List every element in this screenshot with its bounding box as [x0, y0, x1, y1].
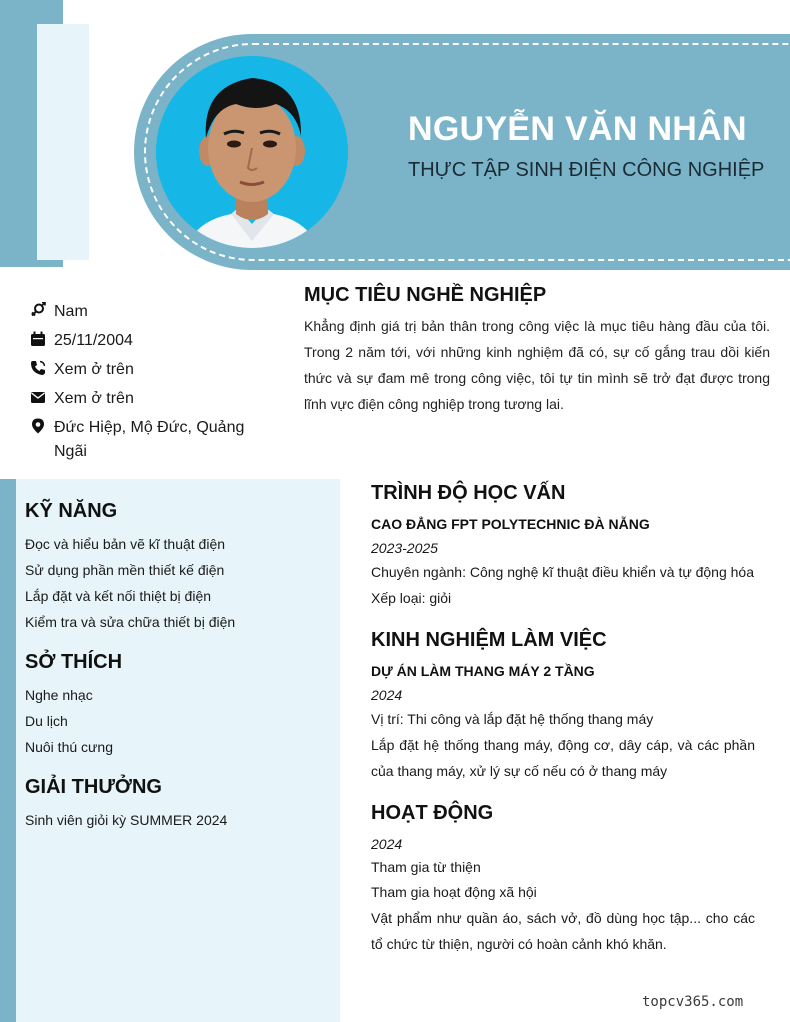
education-period: 2023-2025 [371, 540, 438, 556]
activities-line: Tham gia từ thiện [371, 859, 481, 875]
phone-icon [30, 360, 46, 376]
education-title: TRÌNH ĐỘ HỌC VẤN [371, 482, 566, 504]
left-panel-stripe [0, 479, 16, 1022]
awards-title: GIẢI THƯỞNG [25, 776, 162, 798]
candidate-name: NGUYỄN VĂN NHÂN [408, 110, 747, 148]
activities-description: Vật phẩm như quần áo, sách vở, đồ dùng học tập... cho các tổ chức từ thiện, người có hoàn cảnh khó khăn. [371, 910, 755, 952]
experience-project: DỰ ÁN LÀM THANG MÁY 2 TẦNG [371, 663, 595, 679]
gender-value: Nam [54, 303, 88, 320]
experience-year: 2024 [371, 687, 403, 703]
email-value: Xem ở trên [54, 390, 134, 407]
experience-description: Lắp đặt hệ thống thang máy, động cơ, dây cáp, và các phần của thang máy, xử lý sự cố nếu có ở thang máy [371, 737, 755, 779]
skill-item: Kiểm tra và sửa chữa thiết bị điện [25, 614, 236, 630]
profile-photo [156, 56, 348, 248]
hobbies-title: SỞ THÍCH [25, 651, 123, 673]
activities-title: HOẠT ĐỘNG [371, 802, 494, 824]
hobby-item: Nghe nhạc [25, 687, 93, 703]
education-school: CAO ĐẲNG FPT POLYTECHNIC ĐÀ NẴNG [371, 516, 650, 532]
job-title: THỰC TẬP SINH ĐIỆN CÔNG NGHIỆP [408, 159, 765, 181]
birthday-value: 25/11/2004 [54, 332, 133, 349]
skill-item: Lắp đặt và kết nối thiệt bị điện [25, 588, 212, 604]
header-left-pale-block [37, 24, 89, 260]
envelope-icon [30, 389, 46, 405]
education-rank: Xếp loại: giỏi [371, 590, 452, 606]
portrait-image [156, 56, 348, 248]
info-gender [30, 300, 249, 324]
activities-line: Tham gia hoạt động xã hội [371, 884, 537, 900]
objective-title: MỤC TIÊU NGHỀ NGHIỆP [304, 284, 547, 306]
education-major: Chuyên ngành: Công nghệ kĩ thuật điều khiển và tự động hóa [371, 564, 754, 580]
info-phone [30, 358, 249, 382]
skill-item: Đọc và hiểu bản vẽ kĩ thuật điện [25, 536, 226, 552]
gender-icon [30, 302, 46, 318]
objective-text: Khẳng định giá trị bản thân trong công việc là mục tiêu hàng đầu của tôi. Trong 2 năm tới, với những kinh nghiệm đã có, sự cố gắng trau dồi kiến thức và sự đam mê trong công việc, tôi tự tin mình sẽ trở đạt được trong lĩnh vực điện công nghiệp trong tương lai. [304, 318, 770, 412]
phone-value: Xem ở trên [54, 361, 134, 378]
skills-title: KỸ NĂNG [25, 500, 118, 522]
experience-position: Vị trí: Thi công và lắp đặt hệ thống thang máy [371, 711, 654, 727]
info-birthday [30, 329, 249, 353]
location-pin-icon [30, 418, 46, 434]
hobby-item: Nuôi thú cưng [25, 739, 113, 755]
hobby-item: Du lịch [25, 713, 68, 729]
activities-year: 2024 [371, 836, 403, 852]
calendar-icon [30, 331, 46, 347]
info-email [30, 387, 249, 411]
award-item: Sinh viên giỏi kỳ SUMMER 2024 [25, 812, 228, 828]
skill-item: Sử dụng phần mền thiết kế điện [25, 562, 225, 578]
experience-title: KINH NGHIỆM LÀM VIỆC [371, 629, 607, 651]
info-address [30, 416, 249, 464]
address-value: Đức Hiệp, Mộ Đức, Quảng Ngãi [54, 419, 245, 460]
watermark: topcv365.com [642, 994, 744, 1010]
